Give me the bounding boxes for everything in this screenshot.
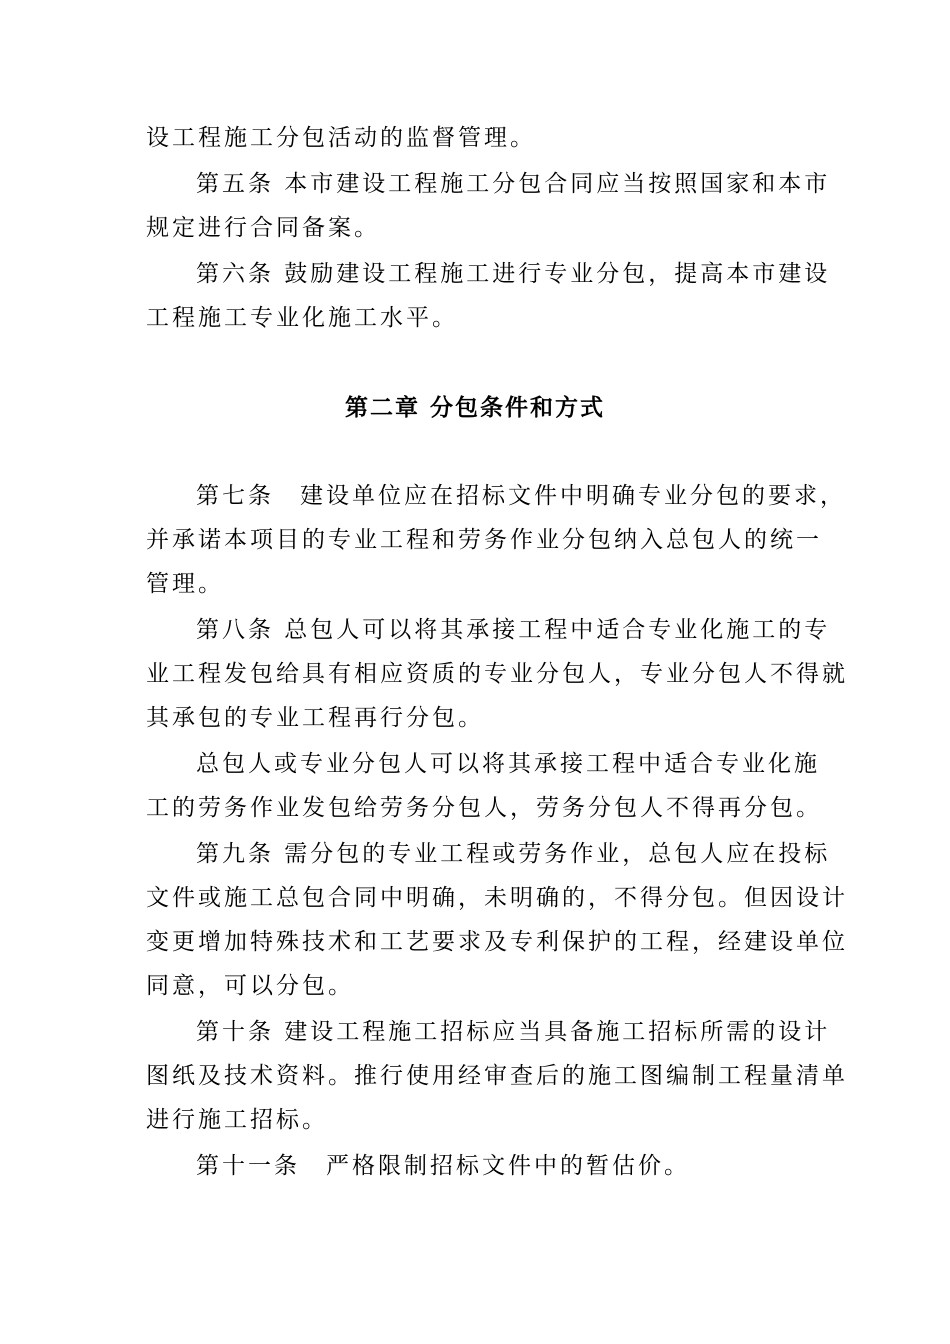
article-8-para2-line: 总包人或专业分包人可以将其承接工程中适合专业化施 — [196, 751, 820, 777]
article-9-line: 文件或施工总包合同中明确，未明确的，不得分包。但因设计 — [146, 885, 848, 911]
article-10-line: 图纸及技术资料。推行使用经审查后的施工图编制工程量清单 — [146, 1063, 848, 1089]
article-8-para2-line: 工的劳务作业发包给劳务分包人，劳务分包人不得再分包。 — [146, 795, 822, 821]
article-5-line: 规定进行合同备案。 — [146, 215, 380, 241]
article-10-line: 第十条 建设工程施工招标应当具备施工招标所需的设计 — [196, 1019, 831, 1045]
article-7-line: 并承诺本项目的专业工程和劳务作业分包纳入总包人的统一 — [146, 527, 822, 553]
paragraph-line: 设工程施工分包活动的监督管理。 — [146, 125, 536, 151]
article-8-line: 其承包的专业工程再行分包。 — [146, 705, 484, 731]
article-9-line: 同意，可以分包。 — [146, 973, 354, 999]
article-10-line: 进行施工招标。 — [146, 1107, 328, 1133]
article-5-line: 第五条 本市建设工程施工分包合同应当按照国家和本市 — [196, 171, 831, 197]
article-11-line: 第十一条 严格限制招标文件中的暂估价。 — [196, 1153, 690, 1179]
article-6-line: 第六条 鼓励建设工程施工进行专业分包，提高本市建设 — [196, 261, 831, 287]
article-6-line: 工程施工专业化施工水平。 — [146, 305, 458, 331]
article-9-line: 变更增加特殊技术和工艺要求及专利保护的工程，经建设单位 — [146, 929, 848, 955]
article-7-line: 第七条 建设单位应在招标文件中明确专业分包的要求， — [196, 483, 846, 509]
article-9-line: 第九条 需分包的专业工程或劳务作业，总包人应在投标 — [196, 841, 831, 867]
article-8-line: 业工程发包给具有相应资质的专业分包人，专业分包人不得就 — [146, 661, 848, 687]
article-7-line: 管理。 — [146, 571, 224, 597]
chapter-heading: 第二章 分包条件和方式 — [344, 395, 605, 421]
article-8-line: 第八条 总包人可以将其承接工程中适合专业化施工的专 — [196, 617, 831, 643]
